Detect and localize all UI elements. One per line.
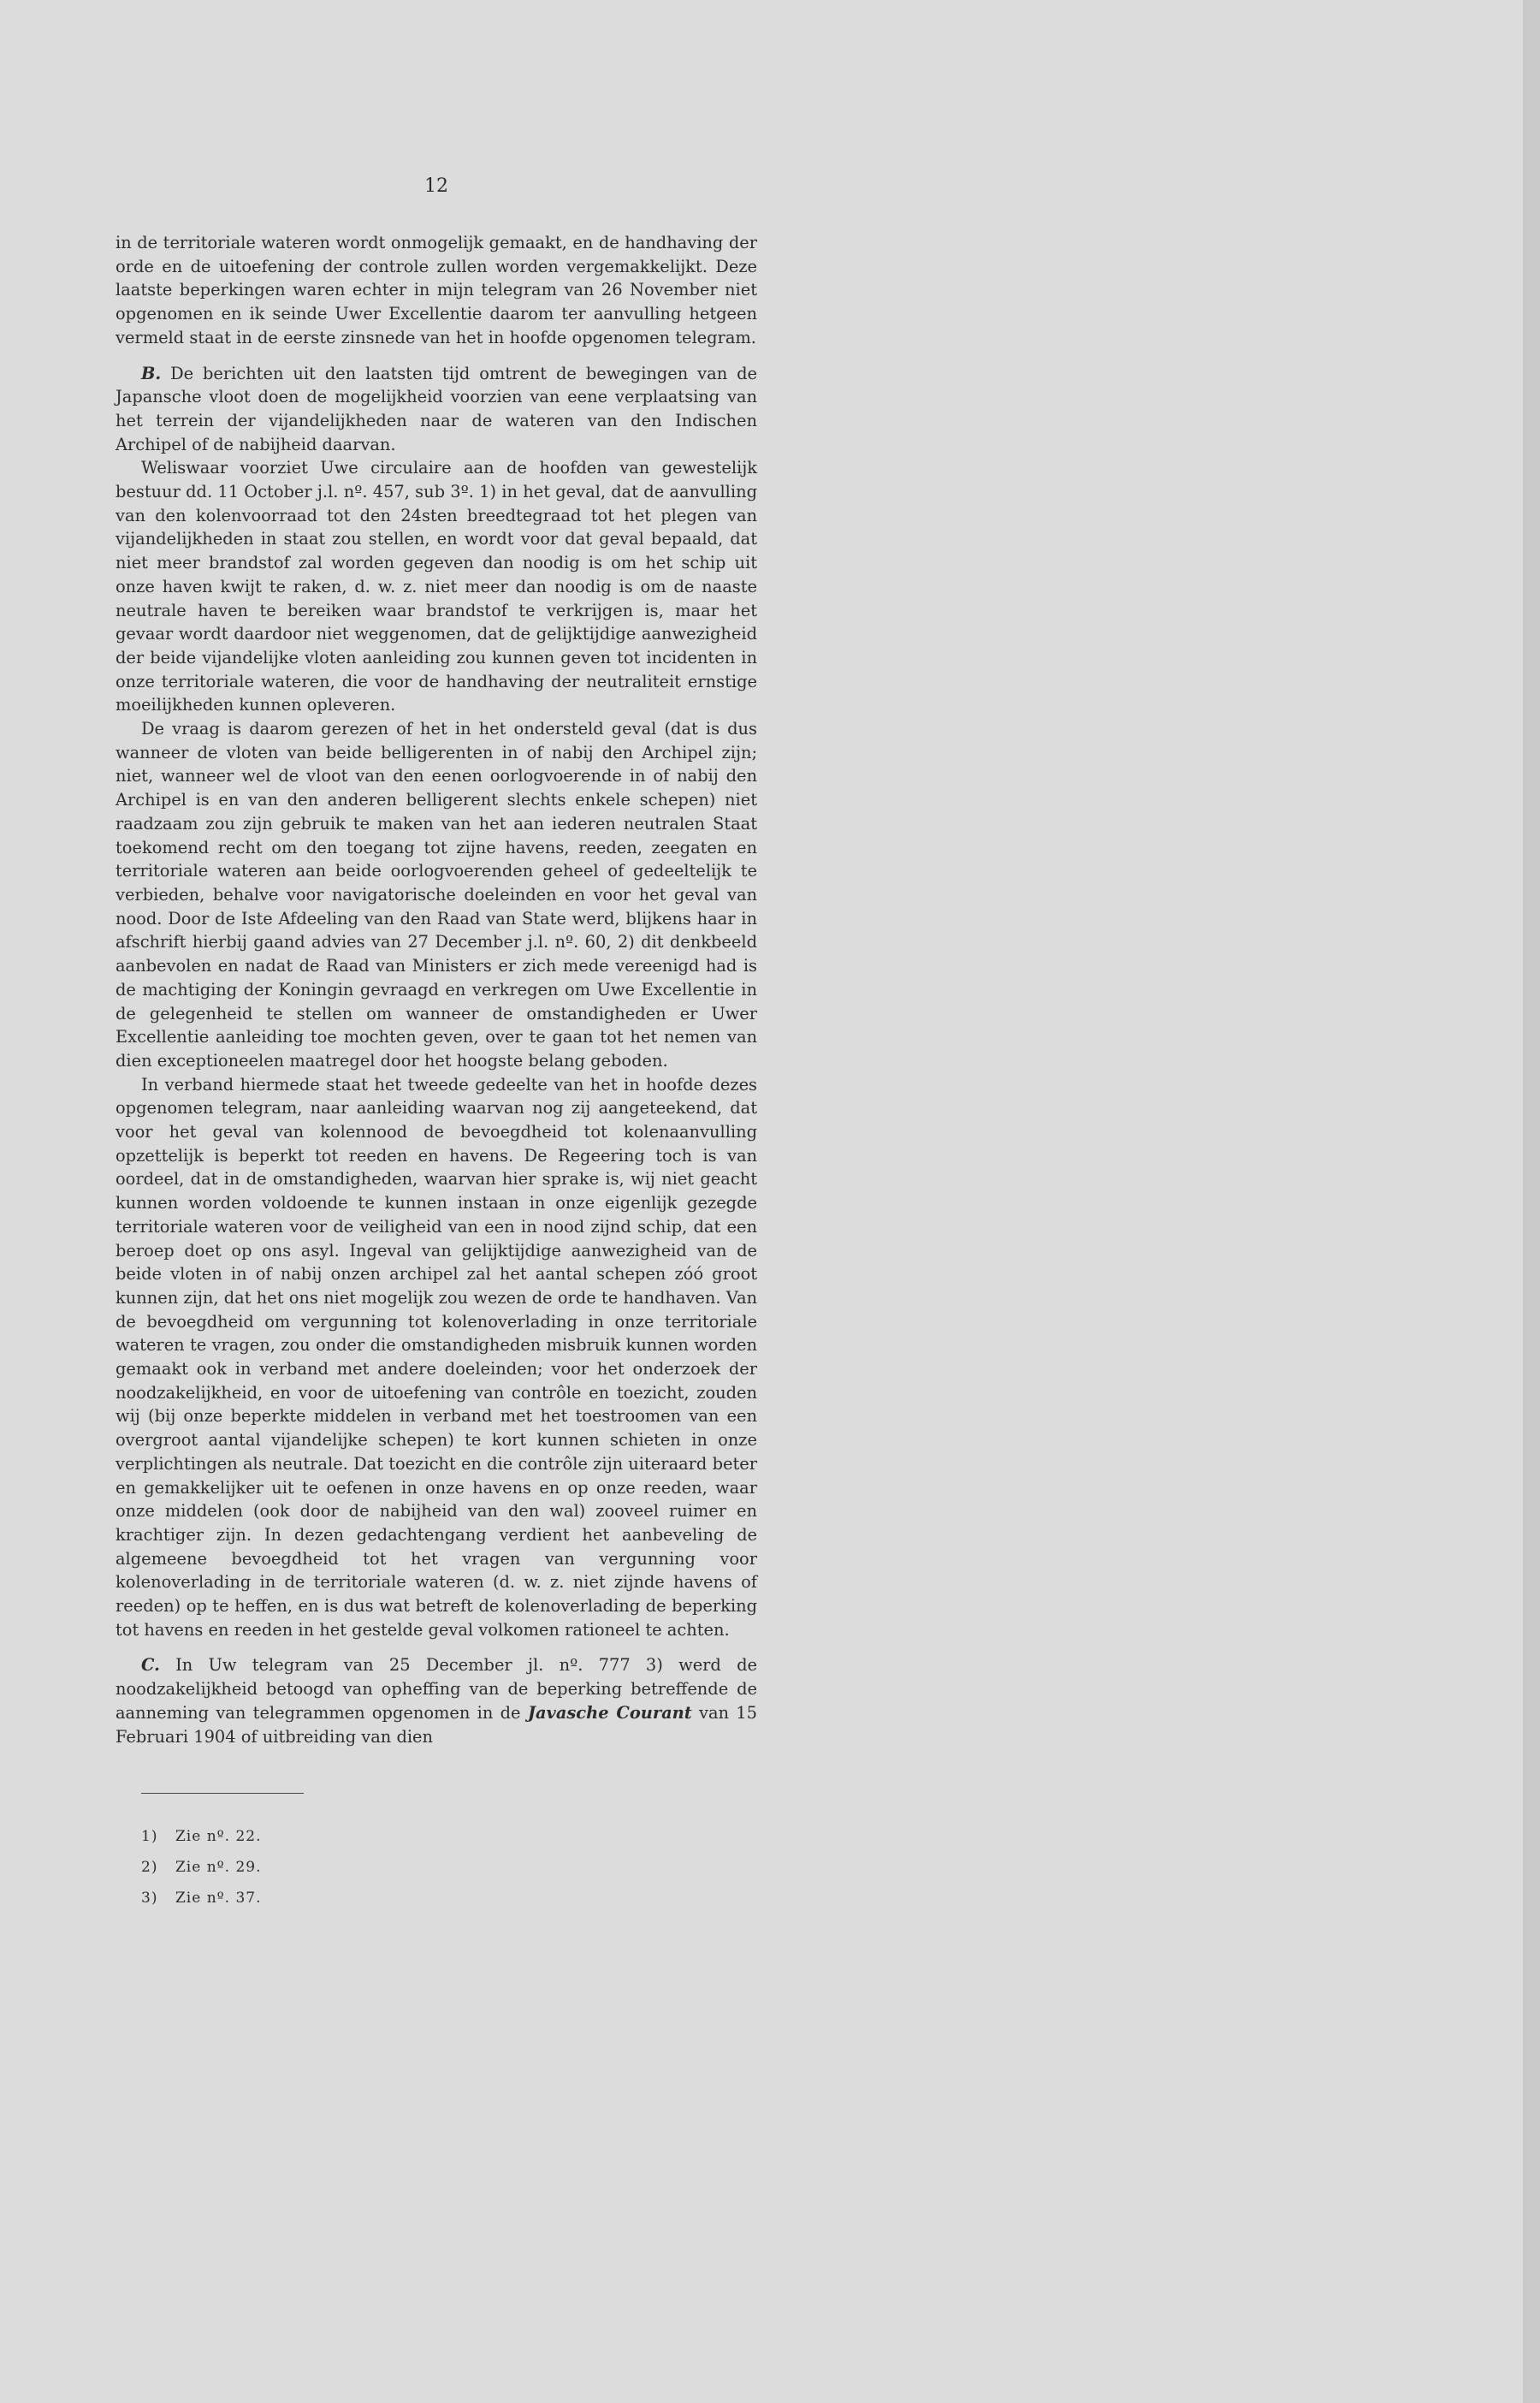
paragraph-c-text-1: In Uw telegram van 25 December jl. nº. 777 3) werd de noodzakelijkheid betoogd van opheffing van de beperking betreffende de aanneming van telegrammen opgenomen in de — [116, 1655, 758, 1723]
page-number: 12 — [424, 175, 448, 197]
paragraph-c-text-2: van 15 Februari 1904 of uitbreiding van dien — [116, 1702, 757, 1747]
footnote-number: 2) — [141, 1859, 158, 1877]
footnote-text: Zie nº. 29. — [175, 1859, 262, 1877]
paragraph-b-text: De berichten uit den laatsten tijd omtrent de bewegingen van de Japansche vloot doen de mogelijkheid voorzien van eene verplaatsing van het terrein der vijandelijkheden naar de wateren van den Indischen Archipel of de nabijheid daarvan. — [116, 363, 757, 454]
section-b — [116, 362, 757, 1642]
paragraph-verband: In verband hiermede staat het tweede gedeelte van het in hoofde dezes opgenomen telegram, naar aanleiding waarvan nog zij aangeteekend, dat voor het geval van kolennood de bevoegdheid tot kolenaanvulling opzettelijk is beperkt tot reeden en havens. De Regeering toch is van oordeel, dat in de omstandigheden, waarvan hier sprake is, wij niet geacht kunnen worden voldoende te kunnen instaan in onze eigenlijk gezegde territoriale wateren voor de veiligheid van een in nood zijnd schip, dat een beroep doet op ons asyl. Ingeval van gelijktijdige aanwezigheid van de beide vloten in of nabij onzen archipel zal het aantal schepen zóó groot kunnen zijn, dat het ons niet mogelijk zou wezen de orde te handhaven. Van de bevoegdheid om vergunning tot kolenoverlading in onze territoriale wateren te vragen, zou onder die omstandigheden misbruik kunnen worden gemaakt ook in verband met andere doeleinden; voor het onderzoek der noodzakelijkheid, en voor de uitoefening van contrôle en toezicht, zouden wij (bij onze beperkte middelen in verband met het toestroomen van een overgroot aantal vijandelijke schepen) te kort kunnen schieten in onze verplichtingen als neutrale. Dat toezicht en die contrôle zijn uiteraard beter en gemakkelijker uit te oefenen in onze havens en op onze reeden, waar onze middelen (ook door de nabijheid van den wal) zooveel ruimer en krachtiger zijn. In dezen gedachtengang verdient het aanbeveling de algemeene bevoegdheid tot het vragen van vergunning voor kolenoverlading in de territoriale wateren (d. w. z. niet zijnde havens of reeden) op te heffen, en is dus wat betreft de kolenoverlading de beperking tot havens en reeden in het gestelde geval volkomen rationeel te achten. — [116, 1074, 757, 1640]
paragraph-b-opening — [116, 362, 757, 457]
document-body — [116, 175, 757, 1914]
footnote-divider — [141, 1793, 304, 1794]
page-edge — [1523, 0, 1540, 2403]
section-c-marker: C. — [141, 1655, 160, 1676]
paragraph-c-opening — [116, 1653, 757, 1748]
footnote — [141, 1852, 757, 1883]
section-c — [116, 1653, 757, 1748]
paragraph-intro: in de territoriale wateren wordt onmogelijk gemaakt, en de handhaving der orde en de uitoefening der controle zullen worden vergemakkelijkt. Deze laatste beperkingen waren echter in mijn telegram van 26 November niet opgenomen en ik seinde Uwer Excellentie daarom ter aanvulling hetgeen vermeld staat in de eerste zinsnede van het in hoofde opgenomen telegram. — [116, 233, 757, 347]
footnote-number: 3) — [141, 1890, 158, 1908]
footnote-text: Zie nº. 37. — [175, 1890, 262, 1908]
footnote-number: 1) — [141, 1828, 158, 1846]
footnote — [141, 1821, 757, 1852]
paragraph-circulaire: Weliswaar voorziet Uwe circulaire aan de hoofden van gewestelijk bestuur dd. 11 October j.l. nº. 457, sub 3º. 1) in het geval, dat de aanvulling van den kolenvoorraad tot den 24sten breedtegraad tot het plegen van vijandelijkheden in staat zou stellen, en wordt voor dat geval bepaald, dat niet meer brandstof zal worden gegeven dan noodig is om het schip uit onze haven kwijt te raken, d. w. z. niet meer dan noodig is om de naaste neutrale haven te bereiken waar brandstof te verkrijgen is, maar het gevaar wordt daardoor niet weggenomen, dat de gelijktijdige aanwezigheid der beide vijandelijke vloten aanleiding zou kunnen geven tot incidenten in onze territoriale wateren, die voor de handhaving der neutraliteit ernstige moeilijkheden kunnen opleveren. — [116, 458, 757, 715]
paragraph-vraag: De vraag is daarom gerezen of het in het ondersteld geval (dat is dus wanneer de vloten van beide belligerenten in of nabij den Archipel zijn; niet, wanneer wel de vloot van den eenen oorlogvoerende in of nabij den Archipel is en van den anderen belligerent slechts enkele schepen) niet raadzaam zou zijn gebruik te maken van het aan iederen neutralen Staat toekomend recht om den toegang tot zijne havens, reeden, zeegaten en territoriale wateren aan beide oorlogvoerenden geheel of gedeeltelijk te verbieden, behalve voor navigatorische doeleinden en voor het geval van nood. Door de Iste Afdeeling van den Raad van State werd, blijkens haar in afschrift hierbij gaand advies van 27 December j.l. nº. 60, 2) dit denkbeeld aanbevolen en nadat de Raad van Ministers er zich mede vereenigd had is de machtiging der Koningin gevraagd en verkregen om Uwe Excellentie in de gelegenheid te stellen om wanneer de omstandigheden er Uwer Excellentie aanleiding toe mochten geven, over te gaan tot het nemen van dien exceptioneelen maatregel door het hoogste belang geboden. — [116, 719, 757, 1071]
footnote — [141, 1883, 757, 1914]
newspaper-title: Javasche Courant — [527, 1702, 692, 1723]
footnote-text: Zie nº. 22. — [175, 1828, 262, 1846]
section-b-marker: B. — [141, 363, 162, 383]
